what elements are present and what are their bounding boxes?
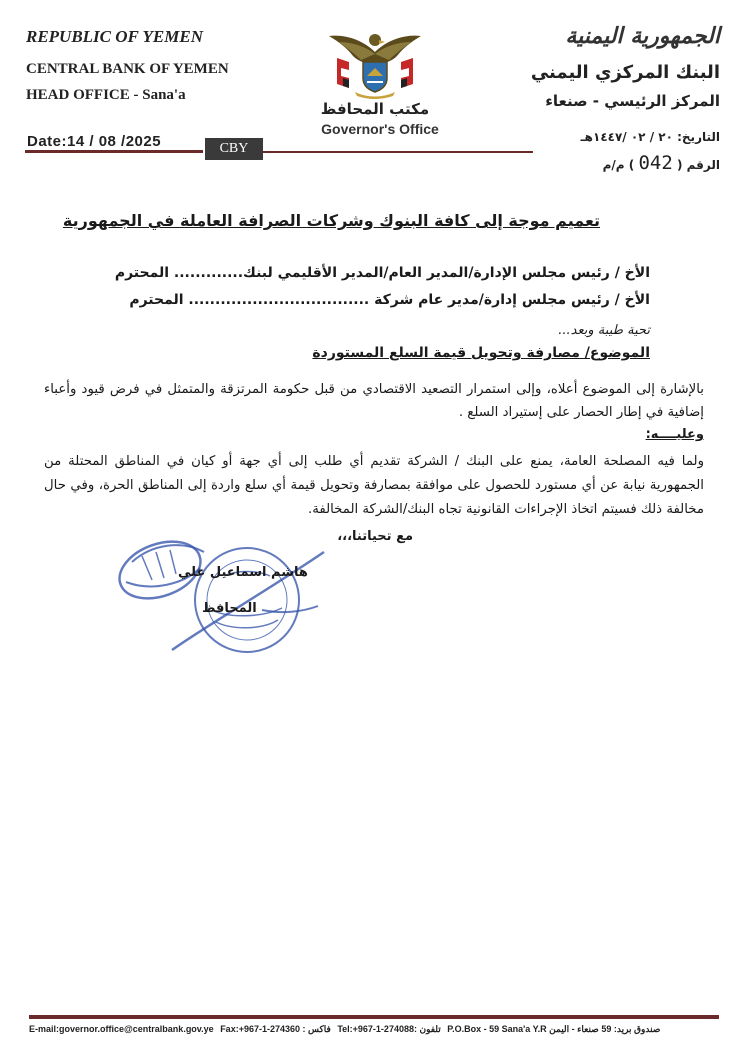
footer-contact — [29, 1024, 721, 1035]
letterhead-bank-ar: البنك المركزي اليمني — [530, 62, 720, 83]
addressee-line-2: الأخ / رئيس مجلس إدارة/مدير عام شركة .................................. المحترم — [129, 292, 650, 308]
letterhead-republic-ar: الجمهورية اليمنية — [565, 24, 720, 49]
header-rule-right — [263, 151, 533, 153]
footer-pobox: P.O.Box - 59 Sana'a Y.R صندوق بريد: 59 صنعاء - اليمن — [447, 1024, 661, 1034]
body-paragraph-1: بالإشارة إلى الموضوع أعلاه، وإلى استمرار التصعيد الاقتصادي من قبل حكومة المرتزقة والمتمثل في فرض قيود وأعباء إضافية في إطار الحصار على إستيراد السلع . — [44, 382, 704, 420]
date-en: Date:14 / 08 /2025 — [27, 133, 162, 150]
subject-line: الموضوع/ مصارفة وتحويل قيمة السلع المستوردة — [312, 345, 650, 361]
greeting: تحية طيبة وبعد... — [558, 323, 650, 338]
reference-number-row — [603, 152, 720, 174]
header-rule-left — [25, 150, 203, 153]
yemen-eagle-emblem-icon — [325, 22, 425, 100]
reference-prefix: ( — [676, 158, 683, 172]
footer-tel: Tel:+967-1-274088: تلفون — [337, 1024, 441, 1034]
bank-official-stamp-icon — [112, 522, 332, 662]
addressee-line-1: الأخ / رئيس مجلس الإدارة/المدير العام/المدير الأقليمي لبنك............. المحترم — [114, 265, 650, 281]
body-paragraph-2: ولما فيه المصلحة العامة، يمنع على البنك / الشركة تقديم أي طلب إلى أي جهة أو كيان في المناطق المحتلة من الجمهورية نيابة عن أي مستورد للحصول على موافقة بمصارفة وتحويل قيمة أي سلع واردة إلى المناطق الحرة، وفي حال مخالفة ذلك فسيتم اتخاذ الإجراءات القانونية تجاه البنك/الشركة المخالفة. — [44, 454, 704, 517]
closing-greeting: مع تحياتنا،،، — [337, 529, 413, 544]
footer-rule — [29, 1015, 719, 1019]
footer-email: E-mail:governor.office@centralbank.gov.ye — [29, 1024, 214, 1034]
therefore-heading: وعليــــه: — [645, 427, 704, 442]
reference-label: الرقم — [686, 158, 720, 172]
letterhead-bank-en: CENTRAL BANK OF YEMEN — [26, 61, 229, 77]
signer-name: هاشم اسماعيل علي — [178, 565, 308, 580]
governor-office-ar: مكتب المحافظ — [320, 100, 430, 118]
reference-suffix: ) م/م — [602, 158, 635, 172]
date-ar-value: ٢٠ / ٠٢ /١٤٤٧هـ — [580, 130, 673, 144]
letterhead-republic-en: REPUBLIC OF YEMEN — [26, 27, 203, 46]
circular-title: تعميم موجة إلى كافة البنوك وشركات الصرافة العاملة في الجمهورية — [62, 211, 600, 230]
letterhead-office-en: HEAD OFFICE - Sana'a — [26, 87, 186, 103]
date-ar-label: التاريخ: — [677, 130, 720, 144]
cby-badge: CBY — [205, 138, 263, 160]
footer-fax: Fax:+967-1-274360 : فاكس — [220, 1024, 331, 1034]
reference-number: 042 — [638, 152, 673, 174]
letterhead-office-ar: المركز الرئيسي - صنعاء — [545, 92, 720, 110]
date-ar — [581, 130, 720, 144]
governor-office-en: Governor's Office — [321, 121, 439, 137]
signer-title: المحافظ — [202, 601, 257, 616]
